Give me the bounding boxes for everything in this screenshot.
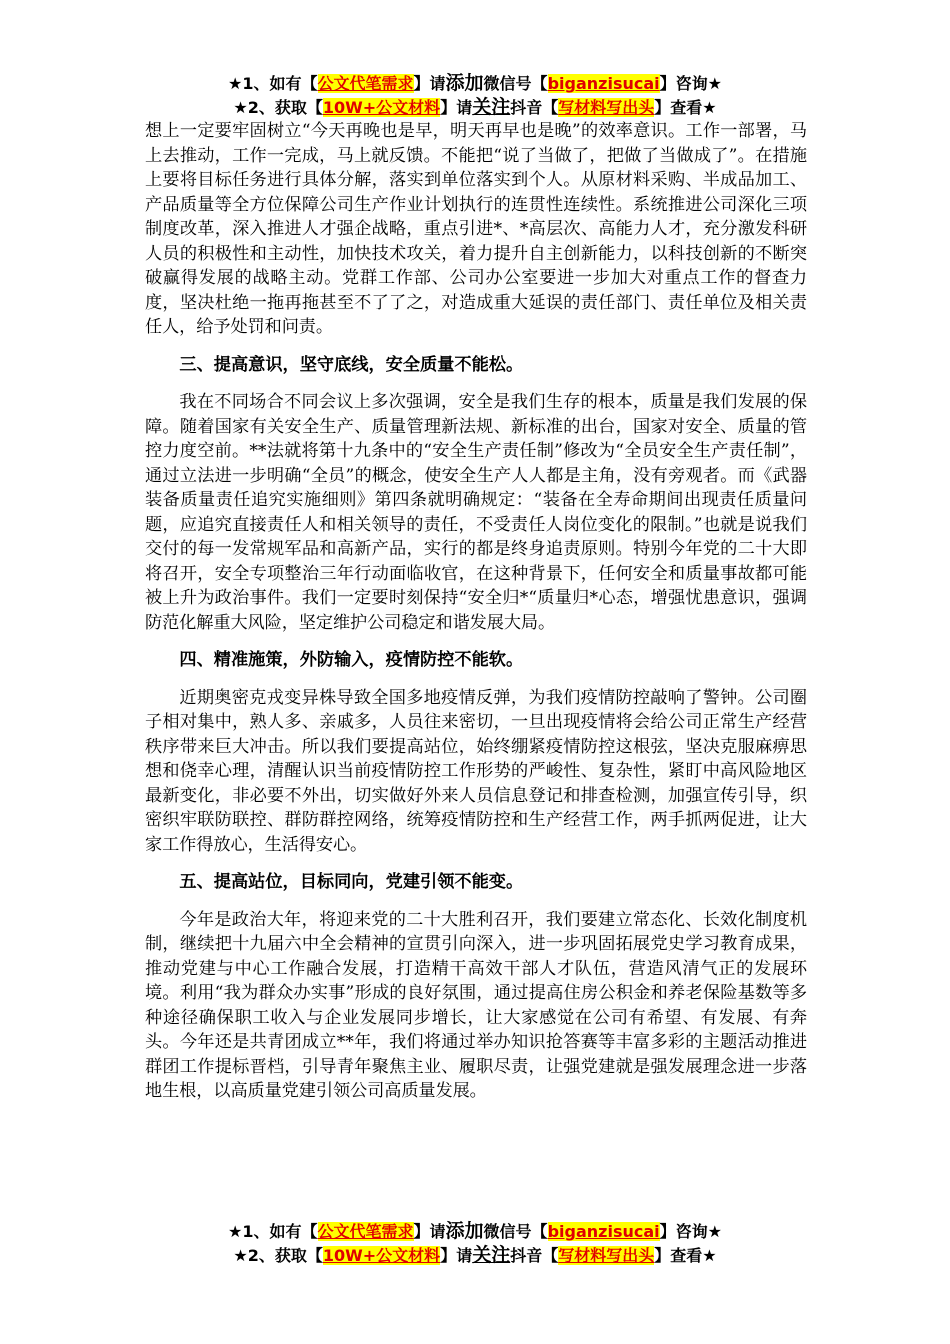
paragraph-section-3: 我在不同场合不同会议上多次强调，安全是我们生存的根本，质量是我们发展的保障。随着国家有关安全生产、质量管理新法规、新标准的出台，国家对安全、质量的管控力度空前。**法就将第十九条中的“安全生产责任制”修改为“全员安全生产责任制”，通过立法进一步明确“全员”的概念，使安全生产人人都是主角，没有旁观者。而《武器装备质量责任追究实施细则》第四条就明确规定：“装备在全寿命期间出现责任质量问题，应追究直接责任人和相关领导的责任，不受责任人岗位变化的限制。”也就是说我们交付的每一发常规军品和高新产品，实行的都是终身追责原则。特别今年党的二十大即将召开，安全专项整治三年行动面临收官，在这种背景下，任何安全和质量事故都可能被上升为政治事件。我们一定要时刻保持“安全归*“质量归*心态，增强忧患意识，强调防范化解重大风险，坚定维护公司稳定和谐发展大局。: [145, 392, 807, 633]
footer-banner-line-1: ★1、如有【公文代笔需求】请添加微信号【biganzisucai】咨询★: [228, 1220, 722, 1242]
section-heading-5: 五、提高站位，目标同向，党建引领不能变。: [179, 872, 524, 892]
service-highlight: 公文代笔需求: [317, 74, 414, 93]
douyin-account-highlight[interactable]: 写材料写出头: [558, 1246, 655, 1265]
douyin-account-highlight[interactable]: 写材料写出头: [558, 98, 655, 117]
materials-highlight: 10W+公文材料: [322, 98, 441, 117]
materials-highlight: 10W+公文材料: [322, 1246, 441, 1265]
header-banner-line-2: ★2、获取【10W+公文材料】请关注抖音【写材料写出头】查看★: [233, 96, 717, 118]
paragraph-section-5: 今年是政治大年，将迎来党的二十大胜利召开，我们要建立常态化、长效化制度机制，继续把十九届六中全会精神的宣贯引向深入，进一步巩固拓展党史学习教育成果，推动党建与中心工作融合发展，打造精干高效干部人才队伍，营造风清气正的发展环境。利用“我为群众办实事”形成的良好氛围，通过提高住房公积金和养老保险基数等多种途径确保职工收入与企业发展同步增长，让大家感觉在公司有希望、有发展、有奔头。今年还是共青团成立**年，我们将通过举办知识抢答赛等丰富多彩的主题活动推进群团工作提标晋档，引导青年聚焦主业、履职尽责，让强党建就是强发展理念进一步落地生根，以高质量党建引领公司高质量发展。: [145, 909, 807, 1101]
section-heading-3: 三、提高意识，坚守底线，安全质量不能松。: [179, 354, 524, 375]
wechat-id-highlight[interactable]: biganzisucai: [547, 1222, 660, 1241]
paragraph-section-4: 近期奥密克戎变异株导致全国多地疫情反弹，为我们疫情防控敲响了警钟。公司圈子相对集中，熟人多、亲戚多，人员往来密切，一旦出现疫情将会给公司正常生产经营秩序带来巨大冲击。所以我们要提高站位，始终绷紧疫情防控这根弦，坚决克服麻痹思想和侥幸心理，清醒认识当前疫情防控工作形势的严峻性、复杂性，紧盯中高风险地区最新变化，非必要不外出，切实做好外来人员信息登记和排查检测，加强宣传引导，织密织牢联防联控、群防群控网络，统筹疫情防控和生产经营工作，两手抓两促进，让大家工作得放心，生活得安心。: [145, 687, 807, 855]
section-heading-4: 四、精准施策，外防输入，疫情防控不能软。: [179, 650, 524, 670]
document-body: [145, 119, 807, 1104]
service-highlight: 公文代笔需求: [317, 1222, 414, 1241]
footer-banner-line-2: ★2、获取【10W+公文材料】请关注抖音【写材料写出头】查看★: [233, 1244, 717, 1266]
wechat-id-highlight[interactable]: biganzisucai: [547, 74, 660, 93]
header-banner-line-1: ★1、如有【公文代笔需求】请添加微信号【biganzisucai】咨询★: [228, 72, 722, 94]
paragraph-continued: 想上一定要牢固树立“今天再晚也是早，明天再早也是晚”的效率意识。工作一部署，马上去推动，工作一完成，马上就反馈。不能把“说了当做了，把做了当做成了”。在措施上要将目标任务进行具体分解，落实到单位落实到个人。从原材料采购、半成品加工、产品质量等全方位保障公司生产作业计划执行的连贯性连续性。系统推进公司深化三项制度改革，深入推进人才强企战略，重点引进*、*高层次、高能力人才，充分激发科研人员的积极性和主动性，加快技术攻关，着力提升自主创新能力，以科技创新的不断突破赢得发展的战略主动。党群工作部、公司办公室要进一步加大对重点工作的督查力度，坚决杜绝一拖再拖甚至不了了之，对造成重大延误的责任部门、责任单位及相关责任人，给予处罚和问责。: [145, 121, 807, 337]
